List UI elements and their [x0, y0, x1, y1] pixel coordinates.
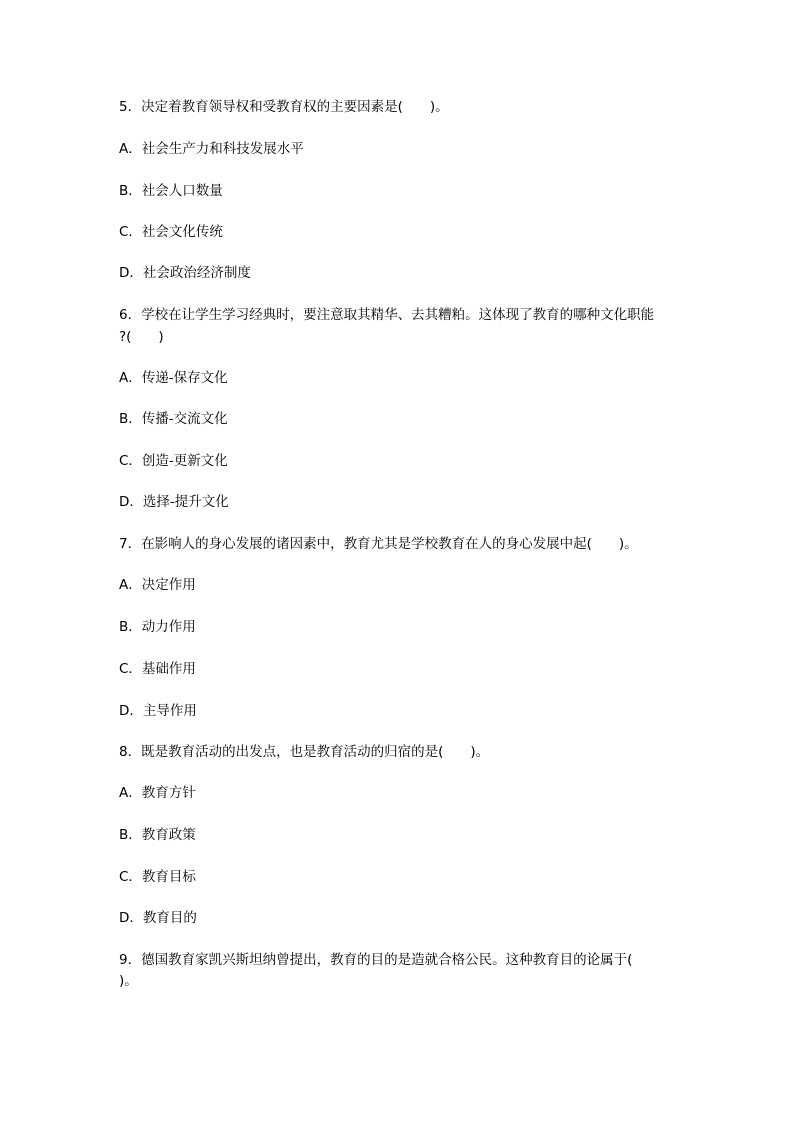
question-5-option-a: A．社会生产力和科技发展水平 — [119, 141, 304, 157]
question-7-option-d: D．主导作用 — [119, 703, 197, 719]
question-9-stem: 9．德国教育家凯兴斯坦纳曾提出，教育的目的是造就合格公民。这种教育目的论属于( — [119, 952, 633, 968]
question-6-option-b: B．传播-交流文化 — [119, 411, 228, 427]
question-5-option-d: D．社会政治经济制度 — [119, 265, 251, 281]
question-8-stem: 8．既是教育活动的出发点，也是教育活动的归宿的是( )。 — [119, 744, 490, 760]
question-8-option-c: C．教育目标 — [119, 869, 196, 885]
question-7-stem: 7．在影响人的身心发展的诸因素中，教育尤其是学校教育在人的身心发展中起( )。 — [119, 536, 638, 552]
question-5-option-c: C．社会文化传统 — [119, 224, 223, 240]
question-8-option-a: A．教育方针 — [119, 785, 196, 801]
question-5-stem: 5．决定着教育领导权和受教育权的主要因素是( )。 — [119, 99, 449, 115]
question-6-stem: 6．学校在让学生学习经典时，要注意取其精华、去其糟粕。这体现了教育的哪种文化职能 — [119, 307, 655, 323]
question-9-stem-continuation: )。 — [119, 973, 138, 989]
question-6-stem-continuation: ?( ) — [119, 329, 164, 345]
question-8-option-b: B．教育政策 — [119, 827, 196, 843]
question-7-option-b: B．动力作用 — [119, 619, 196, 635]
question-7-option-a: A．决定作用 — [119, 577, 196, 593]
question-6-option-a: A．传递-保存文化 — [119, 370, 228, 386]
question-5-option-b: B．社会人口数量 — [119, 183, 223, 199]
question-6-option-c: C．创造-更新文化 — [119, 453, 228, 469]
question-8-option-d: D．教育目的 — [119, 910, 197, 926]
question-6-option-d: D．选择-提升文化 — [119, 494, 229, 510]
question-7-option-c: C．基础作用 — [119, 661, 196, 677]
